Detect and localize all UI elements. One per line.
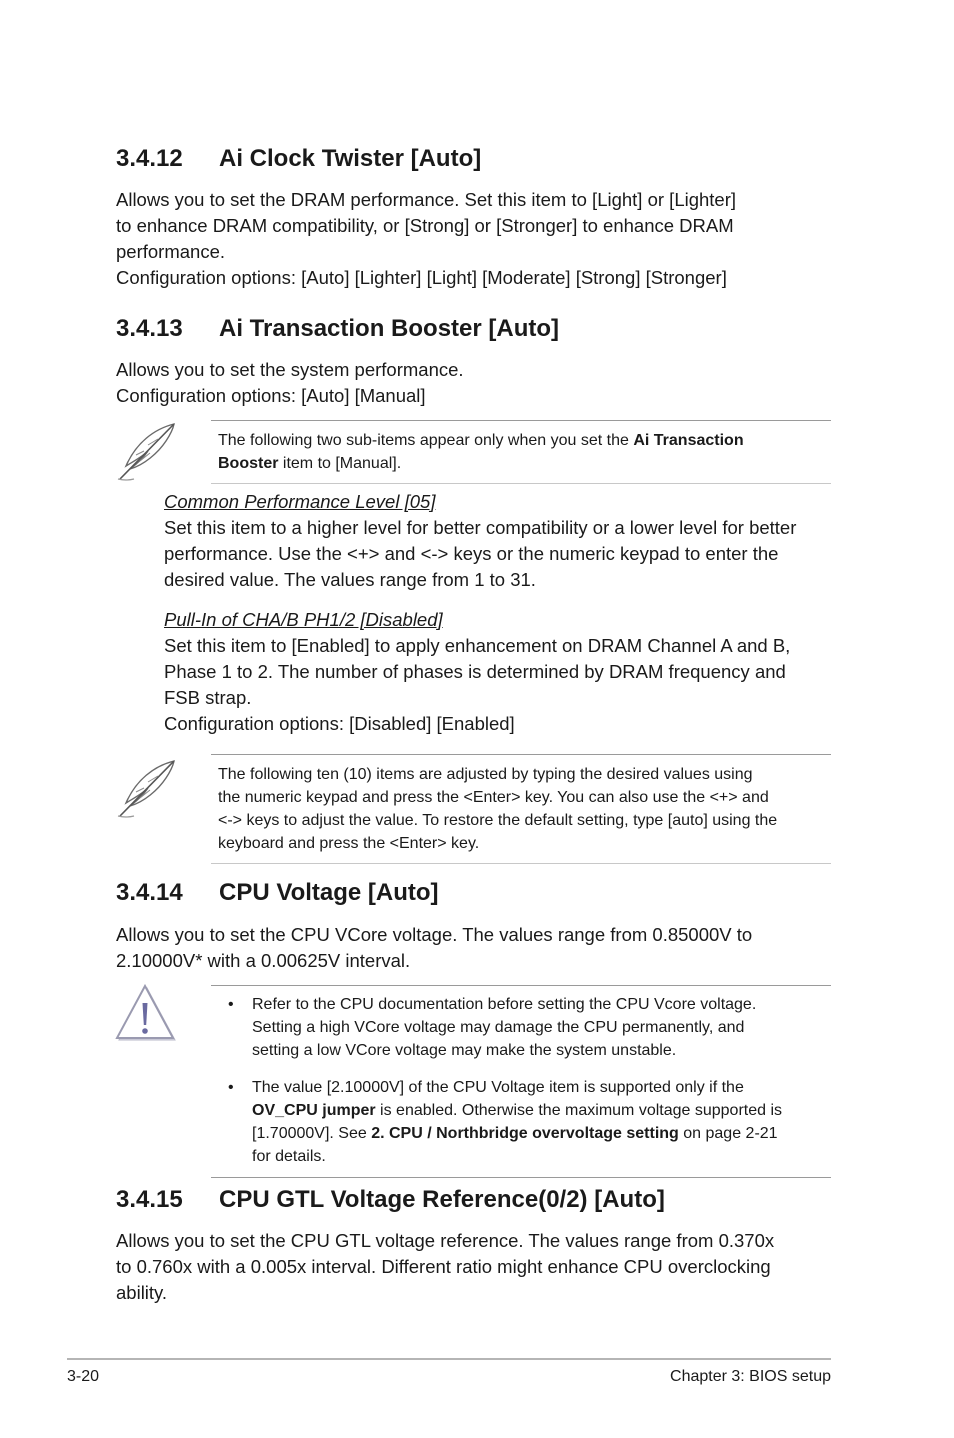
note-text-run: The following two sub-items appear only when you set the (218, 432, 634, 449)
caution-bold-run: OV_CPU jumper (252, 1102, 376, 1119)
body-line: Set this item to a higher level for better compatibility or a lower level for better (164, 517, 797, 538)
section-title: Ai Clock Twister [Auto] (219, 145, 482, 172)
note-line: <-> keys to adjust the value. To restore the default setting, type [auto] using the (218, 812, 778, 829)
caution-bold-run: 2. CPU / Northbridge overvoltage setting (371, 1125, 679, 1142)
body-line: Allows you to set the CPU VCore voltage. The values range from 0.85000V to (116, 924, 753, 945)
body-line: Allows you to set the CPU GTL voltage reference. The values range from 0.370x (116, 1230, 775, 1251)
body-line: Phase 1 to 2. The number of phases is determined by DRAM frequency and (164, 661, 786, 682)
section-number: 3.4.15 (116, 1186, 183, 1213)
section-number: 3.4.12 (116, 145, 183, 172)
section-heading-3-4-12 (116, 145, 481, 173)
caution-item (252, 993, 756, 1062)
bullet: • (228, 1079, 234, 1096)
caution-item (252, 1076, 782, 1168)
section-body-3-4-15 (116, 1228, 774, 1306)
note-bold-run: Ai Transaction (633, 432, 744, 449)
caution-text-run: on page 2-21 (678, 1125, 778, 1142)
body-line: desired value. The values range from 1 to 31. (164, 569, 536, 590)
page-number: 3-20 (67, 1368, 100, 1385)
body-line: 2.10000V* with a 0.00625V interval. (116, 950, 411, 971)
section-number: 3.4.14 (116, 879, 183, 906)
caution-line: for details. (252, 1148, 326, 1165)
note-text-run: item to [Manual]. (278, 455, 402, 472)
note-line: keyboard and press the <Enter> key. (218, 835, 480, 852)
warning-triangle-icon (113, 983, 179, 1045)
body-line: performance. (116, 241, 225, 262)
note-text (218, 763, 777, 855)
note-line: the numeric keypad and press the <Enter> key. You can also use the <+> and (218, 789, 769, 806)
caution-text-run: is enabled. Otherwise the maximum voltage supported is (375, 1102, 783, 1119)
note-bottom-rule (211, 483, 831, 484)
note-top-rule (211, 420, 831, 421)
subitem-title: Pull-In of CHA/B PH1/2 [Disabled] (164, 609, 443, 630)
body-line: to enhance DRAM compatibility, or [Strong] or [Stronger] to enhance DRAM (116, 215, 734, 236)
body-line: FSB strap. (164, 687, 252, 708)
section-body-3-4-14 (116, 922, 752, 974)
body-line: Configuration options: [Disabled] [Enabled] (164, 713, 515, 734)
caution-line: Refer to the CPU documentation before setting the CPU Vcore voltage. (252, 996, 757, 1013)
subitem-title: Common Performance Level [05] (164, 491, 436, 512)
section-number: 3.4.13 (116, 315, 183, 342)
section-title: CPU Voltage [Auto] (219, 879, 439, 906)
bullet: • (228, 996, 234, 1013)
note-bold-run: Booster (218, 455, 279, 472)
feather-pen-icon (114, 758, 180, 820)
body-line: Set this item to [Enabled] to apply enhancement on DRAM Channel A and B, (164, 635, 791, 656)
section-title: Ai Transaction Booster [Auto] (219, 315, 560, 342)
section-heading-3-4-14 (116, 879, 439, 907)
caution-bottom-rule (211, 1177, 831, 1178)
caution-line: setting a low VCore voltage may make the system unstable. (252, 1042, 677, 1059)
section-heading-3-4-15 (116, 1186, 665, 1214)
body-line: to 0.760x with a 0.005x interval. Different ratio might enhance CPU overclocking (116, 1256, 771, 1277)
body-line: performance. Use the <+> and <-> keys or the numeric keypad to enter the (164, 543, 779, 564)
body-line: ability. (116, 1282, 168, 1303)
body-line: Allows you to set the system performance. (116, 359, 464, 380)
subitem-body (164, 633, 790, 737)
caution-text-run: [1.70000V]. See (252, 1125, 372, 1142)
section-title: CPU GTL Voltage Reference(0/2) [Auto] (219, 1186, 665, 1213)
caution-line: Setting a high VCore voltage may damage the CPU permanently, and (252, 1019, 745, 1036)
chapter-label: Chapter 3: BIOS setup (670, 1368, 831, 1385)
section-body-3-4-13 (116, 357, 464, 409)
section-body-3-4-12 (116, 187, 736, 291)
feather-pen-icon (114, 421, 180, 483)
caution-top-rule (211, 985, 831, 986)
body-line: Allows you to set the DRAM performance. Set this item to [Light] or [Lighter] (116, 189, 737, 210)
subitem-body (164, 515, 796, 593)
note-top-rule (211, 754, 831, 755)
note-line: The following ten (10) items are adjusted by typing the desired values using (218, 766, 753, 783)
footer-rule (67, 1358, 831, 1360)
caution-line: The value [2.10000V] of the CPU Voltage item is supported only if the (252, 1079, 744, 1096)
note-bottom-rule (211, 863, 831, 864)
section-heading-3-4-13 (116, 315, 559, 343)
body-line: Configuration options: [Auto] [Lighter] [Light] [Moderate] [Strong] [Stronger] (116, 267, 727, 288)
body-line: Configuration options: [Auto] [Manual] (116, 385, 426, 406)
note-text (218, 429, 744, 475)
